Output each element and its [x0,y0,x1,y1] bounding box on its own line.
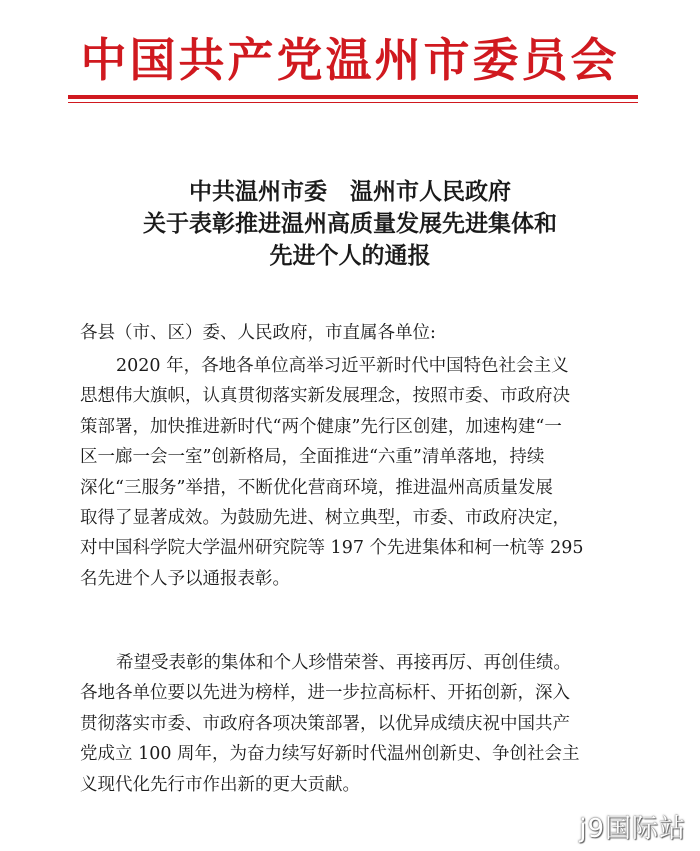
title-line: 关于表彰推进温州高质量发展先进集体和 [143,211,557,237]
paragraph-line: 取得了显著成效。为鼓励先进、树立典型，市委、市政府决定， [80,508,570,529]
title-line: 中共温州市委 温州市人民政府 [189,179,511,205]
letterhead-red-rule [68,95,638,99]
letterhead-red-rule-thin [68,102,638,103]
paragraph-line: 各地各单位要以先进为榜样，进一步拉高标杆、开拓创新，深入 [80,683,570,704]
watermark-text: j9国际站 [579,814,686,844]
paragraph-line: 党成立 100 周年，为奋力续写好新时代温州创新史、争创社会主 [80,744,580,765]
paragraph-line: 义现代化先行市作出新的更大贡献。 [80,774,360,795]
paragraph-line: 思想伟大旗帜，认真贯彻落实新发展理念，按照市委、市政府决 [80,386,570,407]
paragraph-line: 对中国科学院大学温州研究院等 197 个先进集体和柯一杭等 295 [80,538,584,559]
body-paragraph-1 [80,351,640,594]
letterhead-title: 中国共产党温州市委员会 [80,33,620,87]
paragraph-line: 名先进个人予以通报表彰。 [80,568,290,589]
document-title [0,176,700,272]
body-paragraph-2 [80,648,640,800]
salutation: 各县（市、区）委、人民政府，市直属各单位: [80,323,436,343]
paragraph-line: 策部署，加快推进新时代“两个健康”先行区创建，加速构建“一 [80,416,562,437]
paragraph-line: 深化“三服务”举措，不断优化营商环境，推进温州高质量发展 [80,477,553,498]
paragraph-line: 希望受表彰的集体和个人珍惜荣誉、再接再厉、再创佳绩。 [116,653,571,673]
paragraph-line: 区一廊一会一室”创新格局，全面推进“六重”清单落地，持续 [80,447,545,468]
paragraph-line: 2020 年，各地各单位高举习近平新时代中国特色社会主义 [116,356,569,376]
paragraph-line: 贯彻落实市委、市政府各项决策部署，以优异成绩庆祝中国共产 [80,713,570,734]
title-line: 先进个人的通报 [269,243,431,269]
